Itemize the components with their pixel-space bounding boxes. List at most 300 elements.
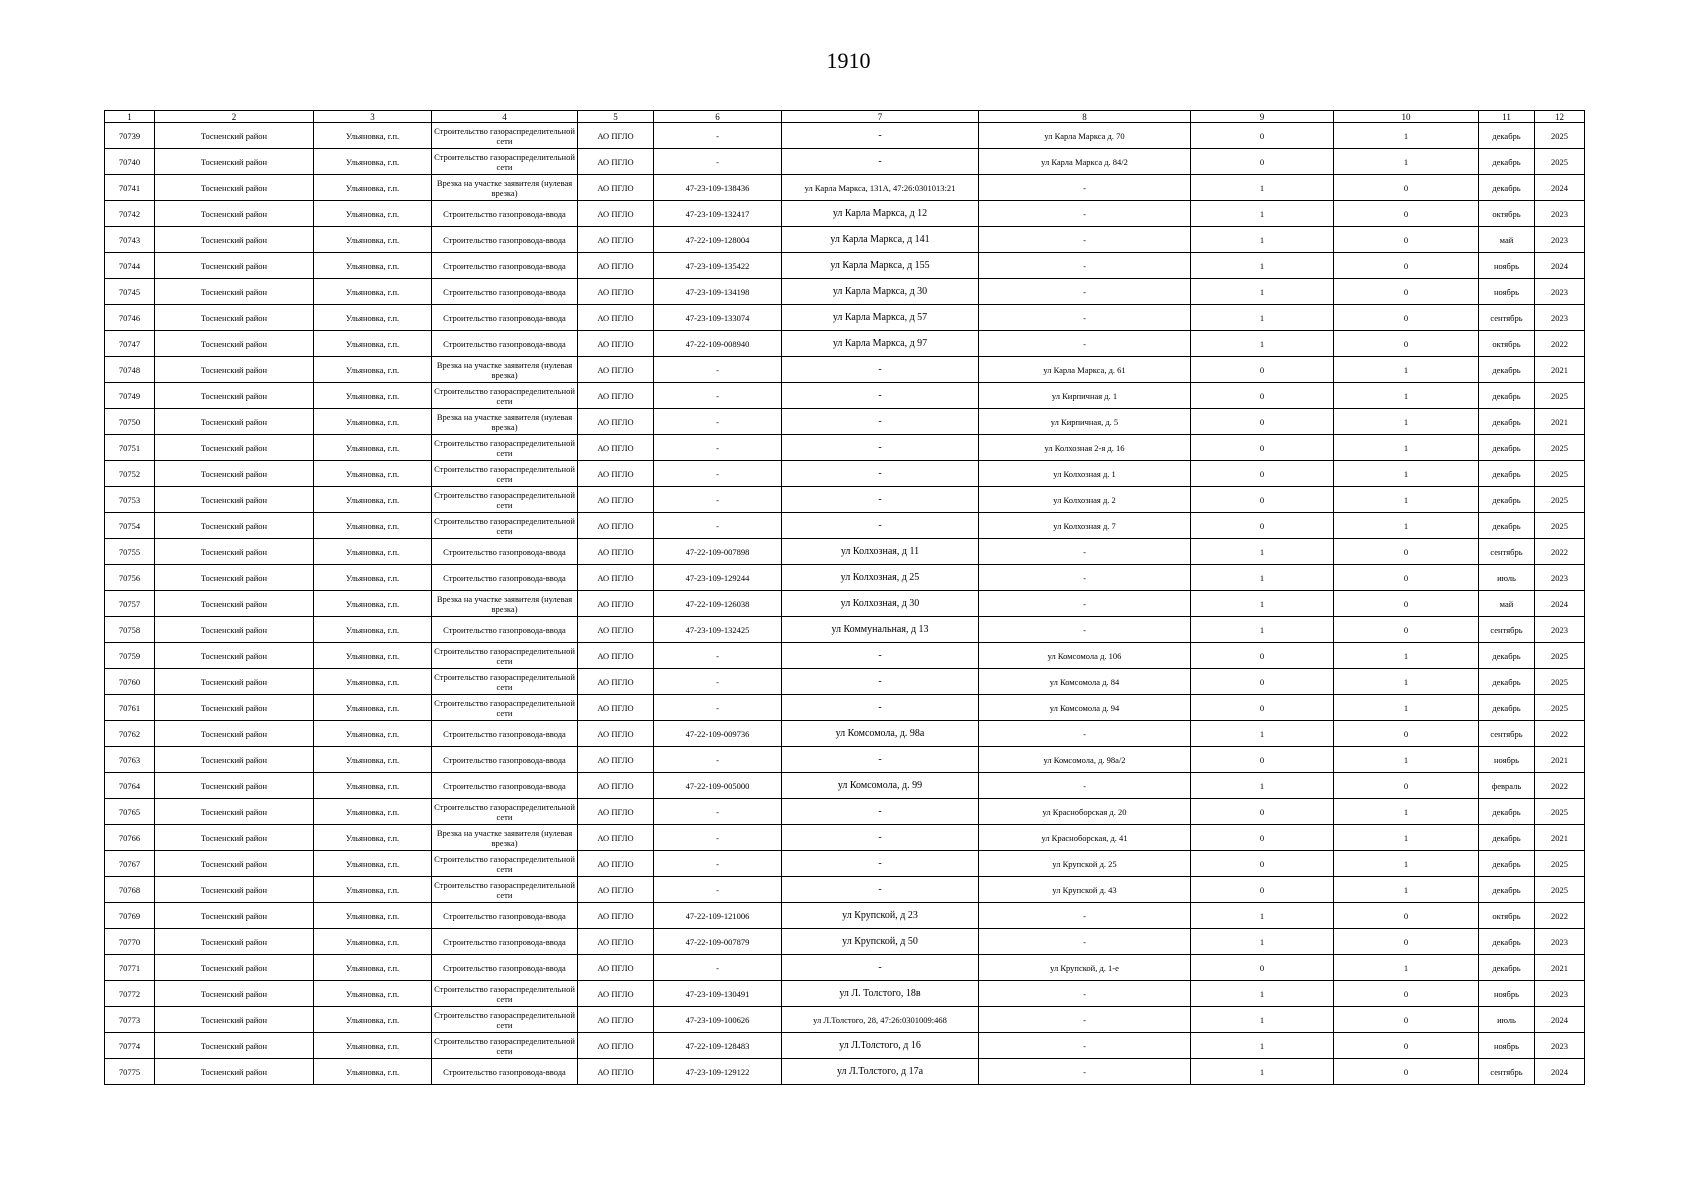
cell-application-number: 47-23-109-138436 xyxy=(654,175,782,201)
cell-month: декабрь xyxy=(1479,825,1535,851)
cell-col-9: 1 xyxy=(1191,591,1334,617)
cell-year: 2024 xyxy=(1535,175,1585,201)
registry-table xyxy=(104,110,1585,1085)
cell-col-9: 1 xyxy=(1191,201,1334,227)
cell-col-10: 0 xyxy=(1334,539,1479,565)
table-row xyxy=(105,279,1585,305)
cell-work-type: Строительство газопровода-ввода xyxy=(432,305,578,331)
cell-organization: АО ПГЛО xyxy=(578,825,654,851)
cell-year: 2025 xyxy=(1535,149,1585,175)
cell-object-address: ул Крупской, д. 1-е xyxy=(979,955,1191,981)
cell-year: 2023 xyxy=(1535,981,1585,1007)
cell-application-number: - xyxy=(654,461,782,487)
table-row xyxy=(105,331,1585,357)
cell-application-number: 47-23-109-132417 xyxy=(654,201,782,227)
cell-year: 2025 xyxy=(1535,695,1585,721)
cell-applicant-address: - xyxy=(782,955,979,981)
cell-id: 70746 xyxy=(105,305,155,331)
cell-id: 70751 xyxy=(105,435,155,461)
cell-month: сентябрь xyxy=(1479,617,1535,643)
table-row xyxy=(105,877,1585,903)
cell-object-address: ул Комсомола д. 94 xyxy=(979,695,1191,721)
cell-object-address: ул Комсомола д. 106 xyxy=(979,643,1191,669)
cell-col-9: 1 xyxy=(1191,721,1334,747)
cell-month: май xyxy=(1479,227,1535,253)
cell-applicant-address: ул Коммунальная, д 13 xyxy=(782,617,979,643)
cell-col-10: 1 xyxy=(1334,643,1479,669)
cell-object-address: ул Колхозная д. 2 xyxy=(979,487,1191,513)
table-row xyxy=(105,357,1585,383)
cell-id: 70750 xyxy=(105,409,155,435)
cell-month: декабрь xyxy=(1479,123,1535,149)
cell-col-9: 0 xyxy=(1191,513,1334,539)
cell-month: ноябрь xyxy=(1479,981,1535,1007)
cell-month: сентябрь xyxy=(1479,539,1535,565)
cell-district: Тосненский район xyxy=(155,227,314,253)
cell-application-number: 47-23-109-134198 xyxy=(654,279,782,305)
cell-work-type: Строительство газораспределительной сети xyxy=(432,695,578,721)
cell-col-9: 1 xyxy=(1191,565,1334,591)
cell-work-type: Строительство газопровода-ввода xyxy=(432,773,578,799)
cell-col-10: 0 xyxy=(1334,929,1479,955)
cell-id: 70749 xyxy=(105,383,155,409)
cell-work-type: Строительство газораспределительной сети xyxy=(432,1033,578,1059)
cell-district: Тосненский район xyxy=(155,513,314,539)
table-row xyxy=(105,227,1585,253)
cell-col-9: 0 xyxy=(1191,825,1334,851)
cell-settlement: Ульяновка, г.п. xyxy=(314,591,432,617)
cell-applicant-address: ул Карла Маркса, д 97 xyxy=(782,331,979,357)
table-row xyxy=(105,955,1585,981)
cell-settlement: Ульяновка, г.п. xyxy=(314,877,432,903)
cell-district: Тосненский район xyxy=(155,981,314,1007)
cell-application-number: - xyxy=(654,643,782,669)
cell-settlement: Ульяновка, г.п. xyxy=(314,513,432,539)
cell-settlement: Ульяновка, г.п. xyxy=(314,487,432,513)
cell-organization: АО ПГЛО xyxy=(578,773,654,799)
column-header: 2 xyxy=(155,111,314,123)
cell-district: Тосненский район xyxy=(155,955,314,981)
cell-work-type: Врезка на участке заявителя (нулевая врезка) xyxy=(432,591,578,617)
cell-col-10: 0 xyxy=(1334,1059,1479,1085)
cell-settlement: Ульяновка, г.п. xyxy=(314,227,432,253)
cell-organization: АО ПГЛО xyxy=(578,227,654,253)
cell-col-9: 1 xyxy=(1191,253,1334,279)
cell-object-address: - xyxy=(979,201,1191,227)
cell-year: 2023 xyxy=(1535,565,1585,591)
cell-application-number: 47-23-109-132425 xyxy=(654,617,782,643)
cell-applicant-address: ул Карла Маркса, д 141 xyxy=(782,227,979,253)
cell-object-address: - xyxy=(979,1059,1191,1085)
cell-work-type: Строительство газопровода-ввода xyxy=(432,1059,578,1085)
cell-district: Тосненский район xyxy=(155,773,314,799)
cell-year: 2025 xyxy=(1535,851,1585,877)
cell-id: 70765 xyxy=(105,799,155,825)
cell-district: Тосненский район xyxy=(155,617,314,643)
table-row xyxy=(105,383,1585,409)
cell-month: декабрь xyxy=(1479,929,1535,955)
cell-month: февраль xyxy=(1479,773,1535,799)
cell-object-address: - xyxy=(979,773,1191,799)
cell-year: 2025 xyxy=(1535,123,1585,149)
cell-organization: АО ПГЛО xyxy=(578,357,654,383)
cell-application-number: 47-22-109-126038 xyxy=(654,591,782,617)
cell-organization: АО ПГЛО xyxy=(578,981,654,1007)
cell-district: Тосненский район xyxy=(155,591,314,617)
table-row xyxy=(105,799,1585,825)
cell-object-address: ул Красноборская, д. 41 xyxy=(979,825,1191,851)
cell-col-9: 0 xyxy=(1191,851,1334,877)
cell-col-10: 1 xyxy=(1334,695,1479,721)
cell-object-address: - xyxy=(979,279,1191,305)
cell-work-type: Строительство газопровода-ввода xyxy=(432,331,578,357)
cell-month: сентябрь xyxy=(1479,1059,1535,1085)
cell-work-type: Строительство газопровода-ввода xyxy=(432,201,578,227)
cell-year: 2022 xyxy=(1535,721,1585,747)
cell-settlement: Ульяновка, г.п. xyxy=(314,565,432,591)
cell-month: сентябрь xyxy=(1479,305,1535,331)
cell-organization: АО ПГЛО xyxy=(578,1059,654,1085)
cell-id: 70775 xyxy=(105,1059,155,1085)
cell-application-number: - xyxy=(654,149,782,175)
cell-organization: АО ПГЛО xyxy=(578,591,654,617)
cell-year: 2023 xyxy=(1535,305,1585,331)
cell-month: октябрь xyxy=(1479,903,1535,929)
cell-applicant-address: ул Колхозная, д 30 xyxy=(782,591,979,617)
cell-year: 2022 xyxy=(1535,539,1585,565)
cell-col-10: 0 xyxy=(1334,227,1479,253)
cell-object-address: ул Кирпичная, д. 5 xyxy=(979,409,1191,435)
cell-work-type: Строительство газопровода-ввода xyxy=(432,253,578,279)
cell-application-number: 47-23-109-130491 xyxy=(654,981,782,1007)
cell-object-address: ул Карла Маркса д. 70 xyxy=(979,123,1191,149)
cell-object-address: ул Кирпичная д. 1 xyxy=(979,383,1191,409)
cell-col-9: 1 xyxy=(1191,175,1334,201)
cell-col-9: 1 xyxy=(1191,331,1334,357)
cell-object-address: - xyxy=(979,981,1191,1007)
cell-applicant-address: ул Л.Толстого, 28, 47:26:0301009:468 xyxy=(782,1007,979,1033)
cell-settlement: Ульяновка, г.п. xyxy=(314,123,432,149)
cell-application-number: - xyxy=(654,851,782,877)
cell-district: Тосненский район xyxy=(155,747,314,773)
cell-application-number: - xyxy=(654,513,782,539)
cell-col-9: 0 xyxy=(1191,669,1334,695)
cell-object-address: - xyxy=(979,617,1191,643)
cell-year: 2024 xyxy=(1535,1059,1585,1085)
cell-col-9: 0 xyxy=(1191,643,1334,669)
page-number: 1910 xyxy=(826,48,871,73)
cell-id: 70743 xyxy=(105,227,155,253)
cell-district: Тосненский район xyxy=(155,825,314,851)
cell-month: декабрь xyxy=(1479,669,1535,695)
cell-district: Тосненский район xyxy=(155,253,314,279)
cell-month: ноябрь xyxy=(1479,279,1535,305)
cell-col-9: 1 xyxy=(1191,929,1334,955)
cell-applicant-address: ул Колхозная, д 25 xyxy=(782,565,979,591)
cell-col-9: 0 xyxy=(1191,435,1334,461)
cell-col-9: 0 xyxy=(1191,383,1334,409)
cell-col-10: 1 xyxy=(1334,357,1479,383)
cell-work-type: Врезка на участке заявителя (нулевая врезка) xyxy=(432,825,578,851)
cell-applicant-address: - xyxy=(782,851,979,877)
cell-object-address: - xyxy=(979,929,1191,955)
cell-id: 70760 xyxy=(105,669,155,695)
cell-month: июль xyxy=(1479,565,1535,591)
table-row xyxy=(105,487,1585,513)
cell-settlement: Ульяновка, г.п. xyxy=(314,461,432,487)
cell-district: Тосненский район xyxy=(155,305,314,331)
column-header: 4 xyxy=(432,111,578,123)
cell-year: 2022 xyxy=(1535,773,1585,799)
cell-object-address: ул Колхозная д. 1 xyxy=(979,461,1191,487)
cell-year: 2025 xyxy=(1535,461,1585,487)
cell-year: 2025 xyxy=(1535,513,1585,539)
cell-object-address: - xyxy=(979,331,1191,357)
column-header: 3 xyxy=(314,111,432,123)
column-header: 5 xyxy=(578,111,654,123)
table-row xyxy=(105,903,1585,929)
cell-settlement: Ульяновка, г.п. xyxy=(314,955,432,981)
cell-work-type: Строительство газопровода-ввода xyxy=(432,721,578,747)
cell-applicant-address: - xyxy=(782,357,979,383)
cell-organization: АО ПГЛО xyxy=(578,851,654,877)
table-row xyxy=(105,123,1585,149)
table-row xyxy=(105,617,1585,643)
table-row xyxy=(105,1033,1585,1059)
cell-id: 70753 xyxy=(105,487,155,513)
cell-organization: АО ПГЛО xyxy=(578,513,654,539)
cell-object-address: ул Красноборская д. 20 xyxy=(979,799,1191,825)
cell-object-address: - xyxy=(979,1033,1191,1059)
cell-object-address: ул Колхозная д. 7 xyxy=(979,513,1191,539)
cell-settlement: Ульяновка, г.п. xyxy=(314,617,432,643)
cell-application-number: - xyxy=(654,409,782,435)
cell-applicant-address: - xyxy=(782,747,979,773)
cell-district: Тосненский район xyxy=(155,721,314,747)
cell-applicant-address: - xyxy=(782,409,979,435)
cell-col-9: 0 xyxy=(1191,747,1334,773)
cell-settlement: Ульяновка, г.п. xyxy=(314,435,432,461)
cell-col-10: 1 xyxy=(1334,513,1479,539)
cell-work-type: Строительство газораспределительной сети xyxy=(432,877,578,903)
cell-application-number: - xyxy=(654,955,782,981)
cell-work-type: Врезка на участке заявителя (нулевая врезка) xyxy=(432,357,578,383)
cell-id: 70762 xyxy=(105,721,155,747)
cell-applicant-address: ул Л.Толстого, д 16 xyxy=(782,1033,979,1059)
cell-col-9: 0 xyxy=(1191,487,1334,513)
cell-settlement: Ульяновка, г.п. xyxy=(314,903,432,929)
cell-organization: АО ПГЛО xyxy=(578,1007,654,1033)
cell-id: 70767 xyxy=(105,851,155,877)
cell-col-10: 0 xyxy=(1334,591,1479,617)
cell-settlement: Ульяновка, г.п. xyxy=(314,201,432,227)
cell-id: 70747 xyxy=(105,331,155,357)
cell-col-9: 0 xyxy=(1191,799,1334,825)
cell-col-9: 0 xyxy=(1191,695,1334,721)
cell-district: Тосненский район xyxy=(155,695,314,721)
cell-work-type: Строительство газопровода-ввода xyxy=(432,747,578,773)
cell-settlement: Ульяновка, г.п. xyxy=(314,305,432,331)
cell-col-10: 1 xyxy=(1334,487,1479,513)
cell-id: 70757 xyxy=(105,591,155,617)
cell-col-9: 1 xyxy=(1191,1007,1334,1033)
table-row xyxy=(105,565,1585,591)
table-row xyxy=(105,539,1585,565)
cell-col-9: 1 xyxy=(1191,773,1334,799)
table-row xyxy=(105,773,1585,799)
cell-col-9: 1 xyxy=(1191,227,1334,253)
cell-id: 70748 xyxy=(105,357,155,383)
cell-object-address: - xyxy=(979,539,1191,565)
cell-col-10: 1 xyxy=(1334,149,1479,175)
cell-work-type: Строительство газопровода-ввода xyxy=(432,955,578,981)
table-body xyxy=(105,123,1585,1085)
cell-applicant-address: - xyxy=(782,877,979,903)
cell-application-number: - xyxy=(654,487,782,513)
table-row xyxy=(105,305,1585,331)
cell-month: декабрь xyxy=(1479,409,1535,435)
cell-organization: АО ПГЛО xyxy=(578,149,654,175)
cell-month: октябрь xyxy=(1479,201,1535,227)
cell-applicant-address: - xyxy=(782,695,979,721)
cell-col-9: 0 xyxy=(1191,955,1334,981)
cell-district: Тосненский район xyxy=(155,929,314,955)
cell-month: декабрь xyxy=(1479,487,1535,513)
cell-work-type: Строительство газопровода-ввода xyxy=(432,279,578,305)
table-row xyxy=(105,1007,1585,1033)
cell-id: 70744 xyxy=(105,253,155,279)
table-row xyxy=(105,175,1585,201)
table-row xyxy=(105,643,1585,669)
table-row xyxy=(105,721,1585,747)
cell-id: 70752 xyxy=(105,461,155,487)
cell-application-number: 47-23-109-133074 xyxy=(654,305,782,331)
cell-application-number: - xyxy=(654,357,782,383)
cell-year: 2021 xyxy=(1535,409,1585,435)
cell-organization: АО ПГЛО xyxy=(578,903,654,929)
cell-id: 70774 xyxy=(105,1033,155,1059)
cell-col-9: 1 xyxy=(1191,1059,1334,1085)
cell-application-number: - xyxy=(654,799,782,825)
cell-settlement: Ульяновка, г.п. xyxy=(314,1007,432,1033)
cell-year: 2024 xyxy=(1535,591,1585,617)
cell-id: 70764 xyxy=(105,773,155,799)
cell-year: 2025 xyxy=(1535,669,1585,695)
cell-applicant-address: - xyxy=(782,487,979,513)
cell-object-address: - xyxy=(979,175,1191,201)
cell-applicant-address: - xyxy=(782,461,979,487)
cell-col-9: 1 xyxy=(1191,903,1334,929)
cell-settlement: Ульяновка, г.п. xyxy=(314,773,432,799)
column-header: 7 xyxy=(782,111,979,123)
cell-applicant-address: ул Карла Маркса, д 155 xyxy=(782,253,979,279)
cell-district: Тосненский район xyxy=(155,487,314,513)
column-header: 9 xyxy=(1191,111,1334,123)
cell-month: декабрь xyxy=(1479,435,1535,461)
cell-settlement: Ульяновка, г.п. xyxy=(314,747,432,773)
cell-object-address: ул Комсомола, д. 98а/2 xyxy=(979,747,1191,773)
cell-application-number: 47-22-109-128483 xyxy=(654,1033,782,1059)
cell-organization: АО ПГЛО xyxy=(578,695,654,721)
cell-organization: АО ПГЛО xyxy=(578,929,654,955)
cell-work-type: Строительство газораспределительной сети xyxy=(432,383,578,409)
cell-organization: АО ПГЛО xyxy=(578,305,654,331)
cell-applicant-address: - xyxy=(782,123,979,149)
cell-district: Тосненский район xyxy=(155,279,314,305)
cell-application-number: 47-22-109-009736 xyxy=(654,721,782,747)
cell-organization: АО ПГЛО xyxy=(578,201,654,227)
cell-year: 2021 xyxy=(1535,357,1585,383)
table-row xyxy=(105,695,1585,721)
cell-settlement: Ульяновка, г.п. xyxy=(314,851,432,877)
cell-month: декабрь xyxy=(1479,643,1535,669)
cell-object-address: ул Крупской д. 43 xyxy=(979,877,1191,903)
column-header: 11 xyxy=(1479,111,1535,123)
cell-organization: АО ПГЛО xyxy=(578,539,654,565)
cell-applicant-address: ул Крупской, д 50 xyxy=(782,929,979,955)
cell-district: Тосненский район xyxy=(155,175,314,201)
cell-settlement: Ульяновка, г.п. xyxy=(314,1059,432,1085)
cell-month: декабрь xyxy=(1479,877,1535,903)
cell-col-9: 0 xyxy=(1191,149,1334,175)
cell-application-number: - xyxy=(654,669,782,695)
cell-month: декабрь xyxy=(1479,175,1535,201)
cell-application-number: - xyxy=(654,747,782,773)
cell-settlement: Ульяновка, г.п. xyxy=(314,643,432,669)
cell-settlement: Ульяновка, г.п. xyxy=(314,669,432,695)
cell-col-10: 1 xyxy=(1334,955,1479,981)
cell-organization: АО ПГЛО xyxy=(578,253,654,279)
cell-district: Тосненский район xyxy=(155,409,314,435)
cell-organization: АО ПГЛО xyxy=(578,383,654,409)
cell-organization: АО ПГЛО xyxy=(578,799,654,825)
cell-year: 2024 xyxy=(1535,253,1585,279)
cell-application-number: 47-23-109-135422 xyxy=(654,253,782,279)
cell-col-9: 1 xyxy=(1191,981,1334,1007)
cell-work-type: Строительство газораспределительной сети xyxy=(432,851,578,877)
cell-month: май xyxy=(1479,591,1535,617)
column-header: 6 xyxy=(654,111,782,123)
cell-district: Тосненский район xyxy=(155,903,314,929)
cell-work-type: Строительство газопровода-ввода xyxy=(432,227,578,253)
cell-col-10: 0 xyxy=(1334,565,1479,591)
table-row xyxy=(105,1059,1585,1085)
cell-id: 70773 xyxy=(105,1007,155,1033)
cell-work-type: Строительство газораспределительной сети xyxy=(432,669,578,695)
cell-application-number: 47-22-109-005000 xyxy=(654,773,782,799)
cell-district: Тосненский район xyxy=(155,383,314,409)
cell-applicant-address: ул Карла Маркса, д 12 xyxy=(782,201,979,227)
cell-organization: АО ПГЛО xyxy=(578,123,654,149)
cell-application-number: - xyxy=(654,383,782,409)
table-row xyxy=(105,435,1585,461)
cell-applicant-address: - xyxy=(782,383,979,409)
cell-settlement: Ульяновка, г.п. xyxy=(314,175,432,201)
cell-id: 70769 xyxy=(105,903,155,929)
cell-col-10: 1 xyxy=(1334,461,1479,487)
cell-application-number: 47-22-109-128004 xyxy=(654,227,782,253)
cell-object-address: - xyxy=(979,721,1191,747)
table-row xyxy=(105,929,1585,955)
cell-col-9: 0 xyxy=(1191,357,1334,383)
cell-application-number: - xyxy=(654,825,782,851)
cell-object-address: ул Колхозная 2-я д. 16 xyxy=(979,435,1191,461)
cell-application-number: 47-22-109-007879 xyxy=(654,929,782,955)
cell-col-9: 1 xyxy=(1191,279,1334,305)
cell-district: Тосненский район xyxy=(155,1007,314,1033)
cell-application-number: 47-22-109-008940 xyxy=(654,331,782,357)
cell-application-number: 47-22-109-121006 xyxy=(654,903,782,929)
